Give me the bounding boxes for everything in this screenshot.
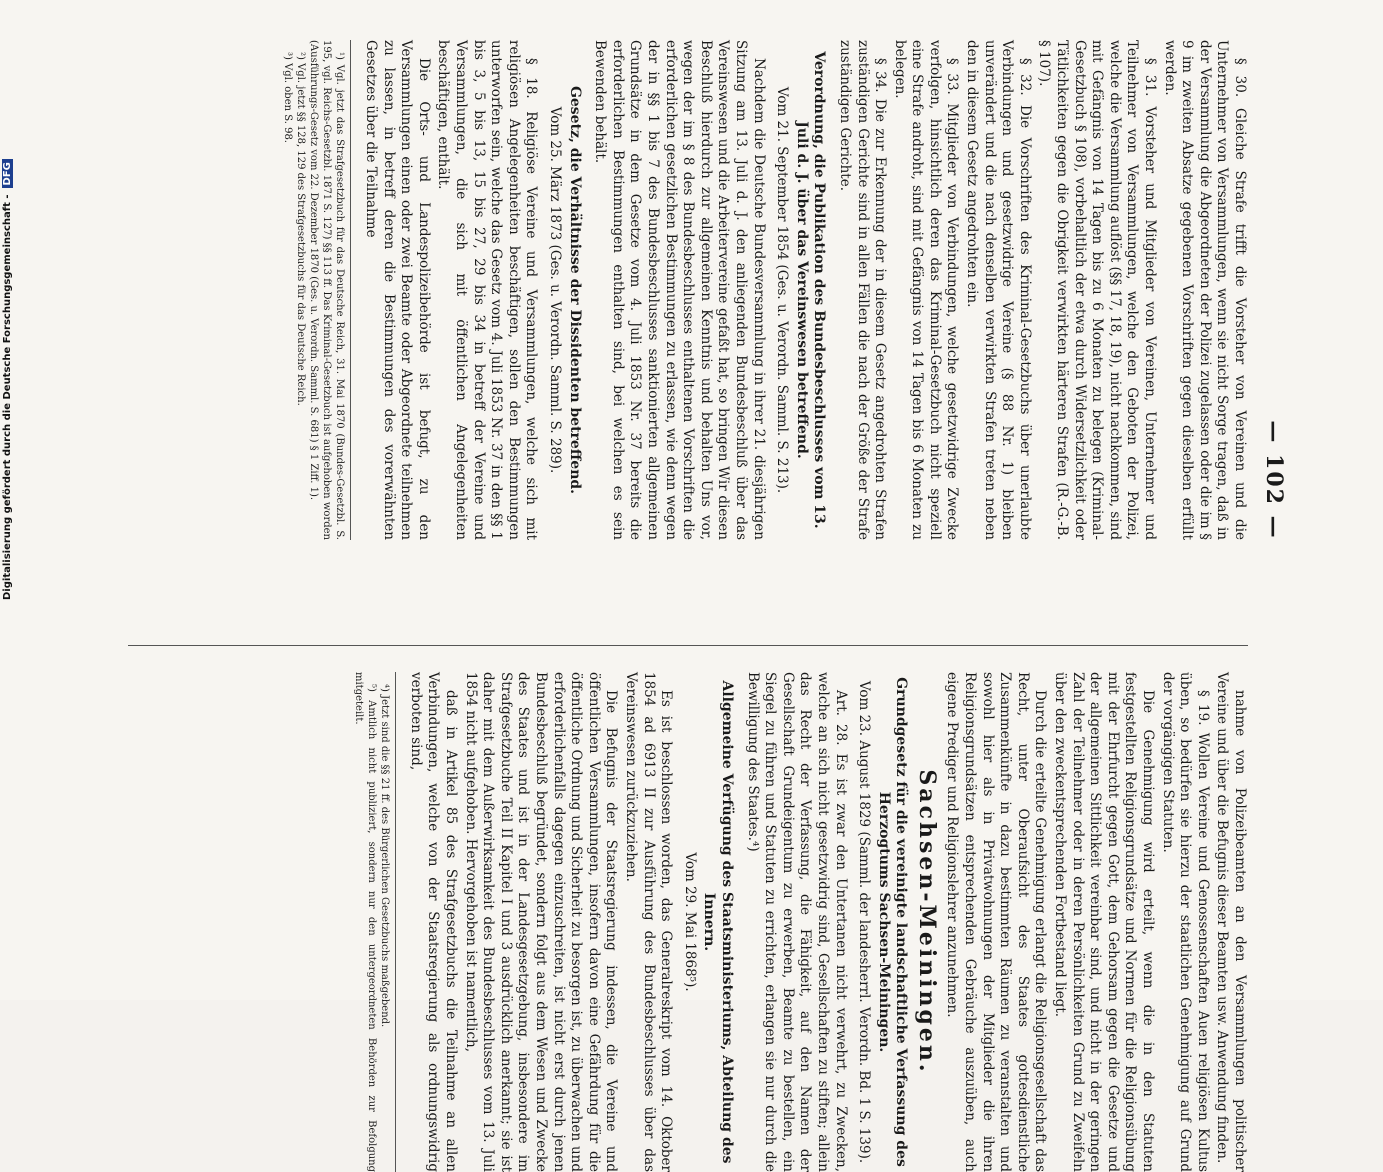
paragraph: Art. 28. Es ist zwar den Untertanen nicht verwehrt, zu Zwecken, welche an sich nicht gesetzwidrig sind, Gesellschaften zu stiften; allein das Recht der Verfassung, die Fähigkeit, auf den Namen der Gesellschaft Grundeigentum zu erwerben, Beamte zu bestellen, ein Siegel zu führen und Statuten zu errichten, erlangen sie nur durch die Bewilligung des Staates.⁴): [744, 672, 849, 1172]
paragraph: § 19. Wollen Vereine und Genossenschaften Auen religiösen Kultus üben, so bedürfen sie hierzu der staatlichen Genehmigung auf Grund der vorgängigen Statuten.: [1159, 672, 1211, 1172]
section-heading: Allgemeine Verfügung des Staatsministeriums, Abteilung des Innern.: [701, 680, 735, 1164]
paragraph: Die Genehmigung wird erteilt, wenn die in den Statuten festgestellten Religionsgrundsätze und Normen für die Religionsübung mit der Ehrfurcht gegen Gott, dem Gehorsam gegen die Gesetze und der allgemeinen Sittlichkeit vereinbar sind, und nicht in der geringen Zahl der Teilnehmer oder in deren Persönlichkeiten Grund zu Zweifeln über den zweckentsprechenden Fortbestand liegt.: [1052, 672, 1157, 1172]
footnote: ⁵) Amtlich nicht publiziert, sondern nur den untergeordneten Behörden zur Befolgung mitgeteilt.: [353, 672, 378, 1172]
section-heading: Grundgesetz für die vereinigte landschaftliche Verfassung des Herzogtums Sachsen-Meiningen.: [875, 677, 910, 1167]
section-subheading: Vom 21. September 1854 (Ges. u. Verordn. Samml. S. 213).: [774, 86, 791, 494]
digitization-credit: [2, 159, 13, 600]
right-column: [352, 672, 1248, 1172]
section-subheading: Vom 29. Mai 1868⁵).: [681, 852, 698, 992]
footnote: ³) Vgl. oben S. 98.: [282, 52, 294, 143]
paragraph: Nachdem die Deutsche Bundesversammlung in ihrer 21. diesjährigen Sitzung am 13. Juli d. J. den anliegenden Bundesbeschluß über das Vereinswesen und die Arbeitervereine gefaßt hat, so bringen Wir diesen Beschluß hierdurch zur allgemeinen Kenntnis und behalten Uns vor, wegen der im § 8 des Bundesbeschlusses enthaltenen Vorschriften die erforderlichen gesetzlichen Bestimmungen zu erlassen, wie denn wegen der in §§ 1 bis 7 des Bundesbeschlusses sanktionierten allgemeinen Grundsätze in dem Gesetze vom 4. Juli 1853 Nr. 37 bereits die erforderlichen Bestimmungen enthalten sind, bei welchen es sein Bewenden behält.: [592, 40, 767, 540]
section-subheading: Vom 25. März 1873 (Ges. u. Verordn. Samml. S. 289).: [547, 106, 564, 474]
left-column: [282, 40, 1249, 540]
footnotes: [352, 672, 396, 1172]
paragraph: Die Orts- und Landespolizeibehörde ist befugt, zu den Versammlungen einen oder zwei Beamte oder Abgeordnete teilnehmen zu lassen, in betreff deren die Bestimmungen des vorerwähnten Gesetzes über die Teilnahme: [363, 40, 432, 540]
paragraph: daß in Artikel 85 des Strafgesetzbuchs die Teilnahme an allen Verbindungen, welche von der Staatsregierung als ordnungswidrig verboten sind,: [407, 672, 460, 1172]
paragraph: § 30. Gleiche Strafe trifft die Vorsteher von Vereinen und die Unternehmer von Versammlungen, wenn sie nicht Sorge tragen, daß in der Versammlung die Abgeordneten der Polizei zugelassen oder die im § 9 im zweiten Absatze gegebenen Vorschriften gegen dieselben erfüllt werden.: [1161, 40, 1248, 540]
paragraph: § 31. Vorsteher und Mitglieder von Vereinen, Unternehmer und Teilnehmer von Versammlungen, welche den Geboten der Polizei, welche die Versammlung auflöst (§§ 17, 18, 19), nicht nachkommen, sind mit Gefängnis von 14 Tagen bis zu 6 Monaten zu belegen (Kriminal-Gesetzbuch § 108), vorbehaltlich der etwa durch Widersetzlichkeit oder Tätlichkeiten gegen die Obrigkeit verwirkten härteren Strafen (R.-G.-B. § 107).: [1036, 40, 1159, 540]
paragraph: § 33. Mitglieder von Verbindungen, welche gesetzwidrige Zwecke verfolgen, hinsichtlich deren das Kriminal-Gesetzbuch nicht speziell eine Strafe androht, sind mit Gefängnis von 14 Tagen bis 6 Monaten zu belegen.: [891, 40, 961, 540]
paragraph: Die Befugnis der Staatsregierung indessen, die Vereine und öffentlichen Versammlungen, insofern davon eine Gefährdung für die öffentliche Ordnung und Sicherheit zu besorgen ist, zu überwachen und erforderlichenfalls dagegen einzuschreiten, ist nicht erst durch jenen Bundesbeschluß begründet, sondern folgt aus dem Wesen und Zwecke des Staates und ist in der Landesgesetzgebung, insbesondere im Strafgesetzbuche Teil II Kapitel I und 3 ausdrücklich anerkannt; sie ist daher mit dem Außerwirksamkeit des Bundesbeschlusses vom 13. Juli 1854 nicht aufgehoben. Hervorgehoben ist namentlich,: [462, 672, 620, 1172]
section-heading: Verordnung, die Publikation des Bundesbeschlusses vom 13. Juli d. J. über das Vereinswesen betreffend.: [793, 51, 828, 529]
footnotes: [282, 40, 352, 540]
dfg-logo: DFG: [2, 159, 13, 188]
paragraph: § 18. Religiöse Vereine und Versammlungen, welche sich mit religiösen Angelegenheiten beschäftigen, sollen den Bestimmungen unterworfen sein, welche das Gesetz vom 4. Juli 1853 Nr. 37 in den §§ 1 bis 3, 5 bis 13, 15 bis 27, 29 bis 34 in betreff der Vereine und Versammlungen, die sich mit öffentlichen Angelegenheiten beschäftigen, enthält.: [435, 40, 540, 540]
paragraph: Durch die erteilte Genehmigung erlangt die Religionsgesellschaft das Recht, unter Oberaufsicht des Staates gottesdienstliche Zusammenkünfte in dazu bestimmten Räumen zu veranstalten und sowohl hier als in Privatwohnungen der Mitglieder die ihren Religionsgrundsätzen entsprechenden Gebräuche auszuüben, auch eigene Prediger und Religionslehrer anzunehmen.: [944, 672, 1049, 1172]
column-divider: [128, 645, 1248, 646]
paragraph: nahme von Polizeibeamten an den Versammlungen politischer Vereine und über die Befugnis dieser Beamten usw. Anwendung finden.: [1214, 672, 1248, 1172]
section-subheading: Vom 23. August 1829 (Samml. der landesherrl. Verordn. Bd. 1 S. 139).: [856, 680, 873, 1164]
page-number: — 102 —: [1261, 420, 1287, 540]
paragraph: § 32. Die Vorschriften des Kriminal-Gesetzbuchs über unerlaubte Verbindungen und gesetzwidrige Vereine (§ 88 Nr. 1) bleiben unverändert und die nach denselben verwirkten Strafen treten neben den in diesem Gesetz angedrohten ein.: [964, 40, 1033, 540]
credit-text: Digitalisierung gefördert durch die Deutsche Forschungsgemeinschaft -: [2, 194, 13, 600]
paragraph: § 34. Die zur Erkennung der in diesem Gesetz angedrohten Strafen zuständigen Gerichte sind in allen Fällen die nach der Größe der Strafe zuständigen Gerichte.: [836, 40, 889, 540]
footnote: ²) Vgl. jetzt §§ 128, 129 des Strafgesetzbuchs für das Deutsche Reich.: [295, 52, 307, 406]
footnote: ¹) Vgl. jetzt das Strafgesetzbuch für das Deutsche Reich, 31. Mai 1870 (Bundes-Gesetzbl. S. 195, vgl. Reichs-Gesetzbl. 1871 S. 127) §§ 113 ff. Das Kriminal-Gesetzbuch ist aufgehoben worden (Ausführungs-Gesetz vom 22. Dezember 1870 (Ges. u. Verordn. Samml. S. 681) § 1 Ziff. 1).: [308, 40, 346, 540]
state-heading: Sachsen-Meiningen.: [913, 769, 940, 1075]
footnote: ⁴) Jetzt sind die §§ 21 ff. des Bürgerlichen Gesetzbuchs maßgebend.: [379, 684, 391, 1028]
section-heading: Gesetz, die Verhältnisse der Dissidenten betreffend.: [566, 85, 583, 495]
rotated-page: [60, 40, 1300, 1172]
paragraph: Es ist beschlossen worden, das Generalreskript vom 14. Oktober 1854 ad 6913 II zur Ausführung des Bundesbeschlusses über das Vereinswesen zurückzuziehen.: [623, 672, 675, 1172]
